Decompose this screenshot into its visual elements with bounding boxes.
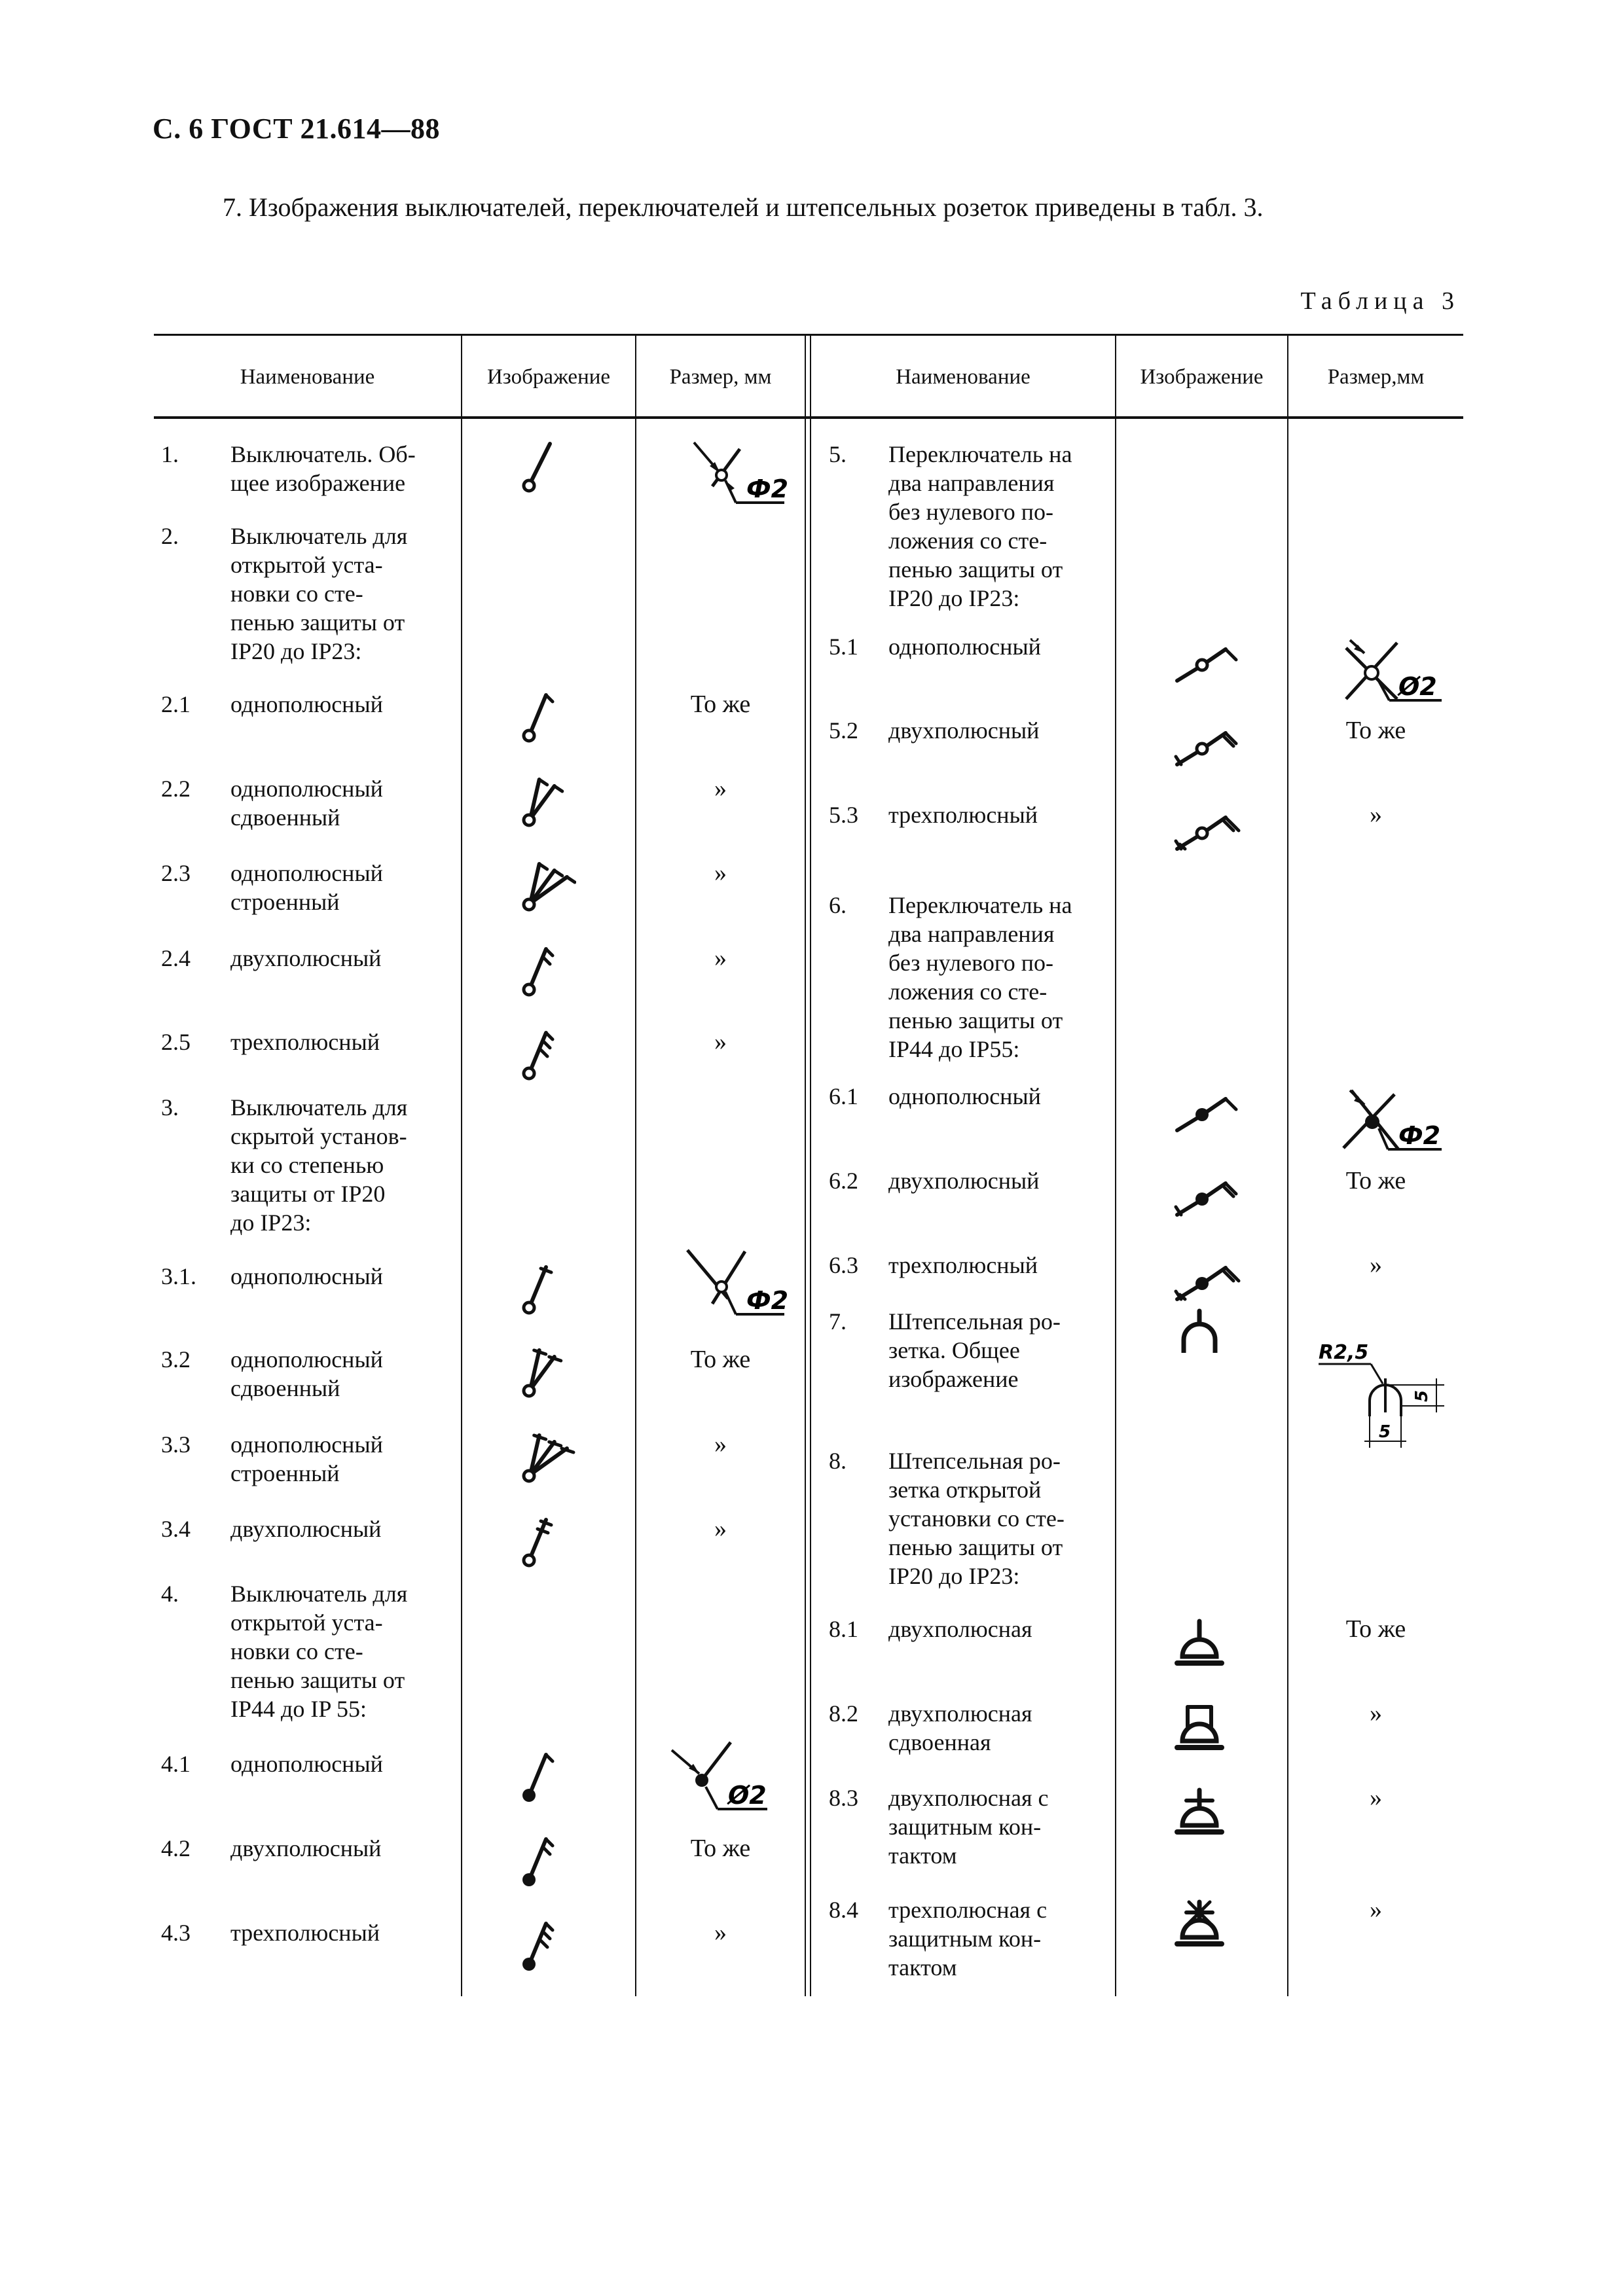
row-name: однополюсный bbox=[230, 691, 383, 717]
header-name-left: Наименование bbox=[240, 365, 375, 389]
table-label: Таблица 3 bbox=[1300, 287, 1460, 315]
row-size: То же bbox=[690, 1835, 751, 1862]
header-image-left: Изображение bbox=[486, 365, 611, 389]
intro-paragraph: 7. Изображения выключателей, переключателей и штепсельных розеток приведены в табл. 3. bbox=[223, 192, 1264, 222]
row-number: 4.3 bbox=[161, 1920, 191, 1946]
column-divider bbox=[805, 334, 806, 1996]
row-number: 8.3 bbox=[829, 1785, 858, 1811]
socket-three-pole-earth-icon bbox=[1168, 1890, 1231, 1953]
changeover-ip44-two-pole-icon bbox=[1168, 1161, 1244, 1224]
row-number: 3.2 bbox=[161, 1346, 191, 1372]
column-divider bbox=[1287, 334, 1288, 1996]
dimension-label: Ф2 bbox=[746, 1286, 789, 1315]
row-name: Штепсельная ро- зетка открытой установки со сте- пенью защиты от IP20 до IP23: bbox=[888, 1448, 1065, 1589]
header-size-left: Размер, мм bbox=[669, 365, 772, 389]
row-name: двухполюсный bbox=[230, 1835, 382, 1861]
row-number: 6.2 bbox=[829, 1168, 858, 1194]
row-name: трехполюсная с защитным кон- тактом bbox=[888, 1897, 1048, 1981]
row-name: Переключатель на два направления без нулевого по- ложения со сте- пенью защиты от IP20 до IP23: bbox=[888, 441, 1072, 611]
row-number: 1. bbox=[161, 441, 179, 467]
header-image-right: Изображение bbox=[1140, 365, 1264, 389]
switch-hidden-double-icon bbox=[517, 1340, 576, 1403]
row-size: » bbox=[714, 775, 727, 802]
row-number: 2.4 bbox=[161, 945, 191, 971]
row-number: 4.2 bbox=[161, 1835, 191, 1861]
changeover-ip44-three-pole-icon bbox=[1168, 1246, 1244, 1308]
row-number: 8.2 bbox=[829, 1700, 858, 1727]
row-name: Переключатель на два направления без нулевого по- ложения со сте- пенью защиты от IP44 до IP55: bbox=[888, 892, 1072, 1062]
row-size: » bbox=[1370, 1700, 1382, 1727]
row-name: однополюсный bbox=[230, 1263, 383, 1289]
row-size: » bbox=[714, 944, 727, 972]
row-size: То же bbox=[1345, 717, 1406, 744]
header-name-right: Наименование bbox=[896, 365, 1030, 389]
row-number: 2.5 bbox=[161, 1029, 191, 1055]
switch-open-three-pole-icon bbox=[517, 1022, 570, 1092]
row-name: Выключатель. Об- щее изображение bbox=[230, 441, 416, 496]
switch-general-icon bbox=[517, 435, 570, 497]
row-number: 2.3 bbox=[161, 860, 191, 886]
row-name: однополюсный строенный bbox=[230, 1431, 383, 1486]
row-number: 5.1 bbox=[829, 634, 858, 660]
row-name: Выключатель для скрытой установ- ки со степенью защиты от IP20 до IP23: bbox=[230, 1094, 408, 1236]
row-size: То же bbox=[1345, 1167, 1406, 1194]
switch-ip44-three-pole-icon bbox=[517, 1913, 570, 1982]
row-size: То же bbox=[690, 691, 751, 718]
switch-hidden-triple-icon bbox=[517, 1425, 576, 1488]
switch-ip44-two-pole-icon bbox=[517, 1829, 570, 1892]
row-size: » bbox=[714, 1919, 727, 1946]
changeover-ip44-two-pole-icon bbox=[1168, 1161, 1244, 1230]
row-name: двухполюсный bbox=[888, 717, 1040, 744]
row-size: » bbox=[714, 1028, 727, 1056]
changeover-open-single-pole-icon bbox=[1168, 627, 1244, 696]
dimension-d2-changeover-open bbox=[1317, 628, 1448, 713]
switch-hidden-double-icon bbox=[517, 1340, 576, 1409]
table-top-rule bbox=[154, 334, 1463, 336]
changeover-ip44-single-pole-icon bbox=[1168, 1077, 1244, 1139]
socket-three-pole-earth-icon bbox=[1168, 1890, 1231, 1960]
row-number: 6.3 bbox=[829, 1252, 858, 1278]
changeover-ip44-single-pole-icon bbox=[1168, 1077, 1244, 1146]
switch-open-single-pole-icon bbox=[517, 685, 570, 754]
row-number: 2.2 bbox=[161, 776, 191, 802]
dimension-d2-general bbox=[668, 437, 799, 519]
row-number: 3.3 bbox=[161, 1431, 191, 1458]
row-name: двухполюсный bbox=[230, 1516, 382, 1542]
row-number: 5.2 bbox=[829, 717, 858, 744]
row-size: » bbox=[714, 1515, 727, 1543]
dimension-label: 5 bbox=[1412, 1390, 1432, 1402]
row-name: трехполюсный bbox=[888, 802, 1038, 828]
row-size: » bbox=[714, 859, 727, 887]
socket-general-icon bbox=[1168, 1302, 1231, 1365]
row-number: 5. bbox=[829, 441, 847, 467]
row-name: однополюсный bbox=[230, 1751, 383, 1777]
switch-open-two-pole-icon bbox=[517, 939, 570, 1008]
row-name: двухполюсная bbox=[888, 1616, 1032, 1642]
switch-open-double-icon bbox=[517, 769, 576, 838]
row-size: » bbox=[714, 1431, 727, 1458]
switch-ip44-three-pole-icon bbox=[517, 1913, 570, 1976]
switch-hidden-single-pole-icon bbox=[517, 1257, 570, 1319]
switch-open-triple-icon bbox=[517, 853, 576, 923]
row-name: Выключатель для открытой уста- новки со сте- пенью защиты от IP44 до IP 55: bbox=[230, 1581, 408, 1722]
switch-ip44-single-pole-icon bbox=[517, 1744, 570, 1807]
dimension-label: R2,5 bbox=[1319, 1341, 1369, 1364]
row-name: однополюсный сдвоенный bbox=[230, 776, 383, 831]
switch-hidden-two-pole-icon bbox=[517, 1509, 570, 1579]
changeover-open-two-pole-icon bbox=[1168, 711, 1244, 780]
dimension-label: Ф2 bbox=[746, 475, 789, 503]
socket-two-pole-icon bbox=[1168, 1609, 1231, 1679]
row-number: 4.1 bbox=[161, 1751, 191, 1777]
switch-hidden-single-pole-icon bbox=[517, 1257, 570, 1326]
row-name: Штепсельная ро- зетка. Общее изображение bbox=[888, 1308, 1061, 1392]
switch-ip44-two-pole-icon bbox=[517, 1829, 570, 1898]
socket-two-pole-double-icon bbox=[1168, 1694, 1231, 1757]
row-number: 2.1 bbox=[161, 691, 191, 717]
row-name: двухполюсная сдвоенная bbox=[888, 1700, 1032, 1755]
switch-general-icon bbox=[517, 435, 570, 504]
switch-open-three-pole-icon bbox=[517, 1022, 570, 1085]
switch-open-two-pole-icon bbox=[517, 939, 570, 1001]
row-number: 3.1. bbox=[161, 1263, 196, 1289]
row-number: 3. bbox=[161, 1094, 179, 1121]
row-number: 3.4 bbox=[161, 1516, 191, 1542]
row-number: 4. bbox=[161, 1581, 179, 1607]
row-size: То же bbox=[1345, 1615, 1406, 1643]
dimension-d2-ip44 bbox=[663, 1737, 793, 1822]
row-size: » bbox=[1370, 1784, 1382, 1812]
switch-hidden-two-pole-icon bbox=[517, 1509, 570, 1572]
row-number: 8. bbox=[829, 1448, 847, 1474]
changeover-open-three-pole-icon bbox=[1168, 795, 1244, 858]
changeover-open-single-pole-icon bbox=[1168, 627, 1244, 690]
dimension-d2-changeover-ip44 bbox=[1317, 1081, 1448, 1166]
table-header-rule bbox=[154, 416, 1463, 419]
row-name: двухполюсная с защитным кон- тактом bbox=[888, 1785, 1049, 1869]
changeover-open-three-pole-icon bbox=[1168, 795, 1244, 865]
socket-general-icon bbox=[1168, 1302, 1231, 1371]
column-divider bbox=[1115, 334, 1116, 1996]
row-name: трехполюсный bbox=[230, 1029, 380, 1055]
row-number: 8.1 bbox=[829, 1616, 858, 1642]
row-name: двухполюсный bbox=[888, 1168, 1040, 1194]
row-size: » bbox=[1370, 1896, 1382, 1924]
dimension-label: Ф2 bbox=[1398, 1121, 1441, 1150]
socket-two-pole-double-icon bbox=[1168, 1694, 1231, 1763]
header-size-right: Размер,мм bbox=[1327, 365, 1425, 389]
row-number: 6.1 bbox=[829, 1083, 858, 1109]
row-number: 7. bbox=[829, 1308, 847, 1335]
row-size: » bbox=[1370, 801, 1382, 829]
dimension-label: 5 bbox=[1379, 1422, 1391, 1442]
row-number: 6. bbox=[829, 892, 847, 918]
column-divider bbox=[635, 334, 636, 1996]
socket-two-pole-earth-icon bbox=[1168, 1778, 1231, 1841]
dimension-label: Ø2 bbox=[728, 1781, 767, 1810]
row-name: однополюсный bbox=[888, 634, 1041, 660]
row-number: 5.3 bbox=[829, 802, 858, 828]
switch-hidden-triple-icon bbox=[517, 1425, 576, 1494]
switch-open-single-pole-icon bbox=[517, 685, 570, 747]
row-name: однополюсный сдвоенный bbox=[230, 1346, 383, 1401]
changeover-open-two-pole-icon bbox=[1168, 711, 1244, 774]
socket-two-pole-icon bbox=[1168, 1609, 1231, 1672]
socket-two-pole-earth-icon bbox=[1168, 1778, 1231, 1848]
row-name: трехполюсный bbox=[230, 1920, 380, 1946]
switch-open-double-icon bbox=[517, 769, 576, 832]
row-name: Выключатель для открытой уста- новки со сте- пенью защиты от IP20 до IP23: bbox=[230, 523, 408, 664]
dimension-label: Ø2 bbox=[1398, 672, 1437, 701]
row-number: 8.4 bbox=[829, 1897, 858, 1923]
row-name: однополюсный строенный bbox=[230, 860, 383, 915]
row-name: однополюсный bbox=[888, 1083, 1041, 1109]
dimension-socket-general bbox=[1315, 1333, 1455, 1450]
row-name: трехполюсный bbox=[888, 1252, 1038, 1278]
row-size: » bbox=[1370, 1251, 1382, 1279]
switch-ip44-single-pole-icon bbox=[517, 1744, 570, 1814]
switch-open-triple-icon bbox=[517, 853, 576, 916]
column-divider bbox=[461, 334, 462, 1996]
row-number: 2. bbox=[161, 523, 179, 549]
row-size: То же bbox=[690, 1346, 751, 1373]
row-name: двухполюсный bbox=[230, 945, 382, 971]
dimension-d2-hidden bbox=[668, 1246, 799, 1328]
page-header: С. 6 ГОСТ 21.614—88 bbox=[153, 113, 441, 145]
column-divider bbox=[810, 334, 811, 1996]
